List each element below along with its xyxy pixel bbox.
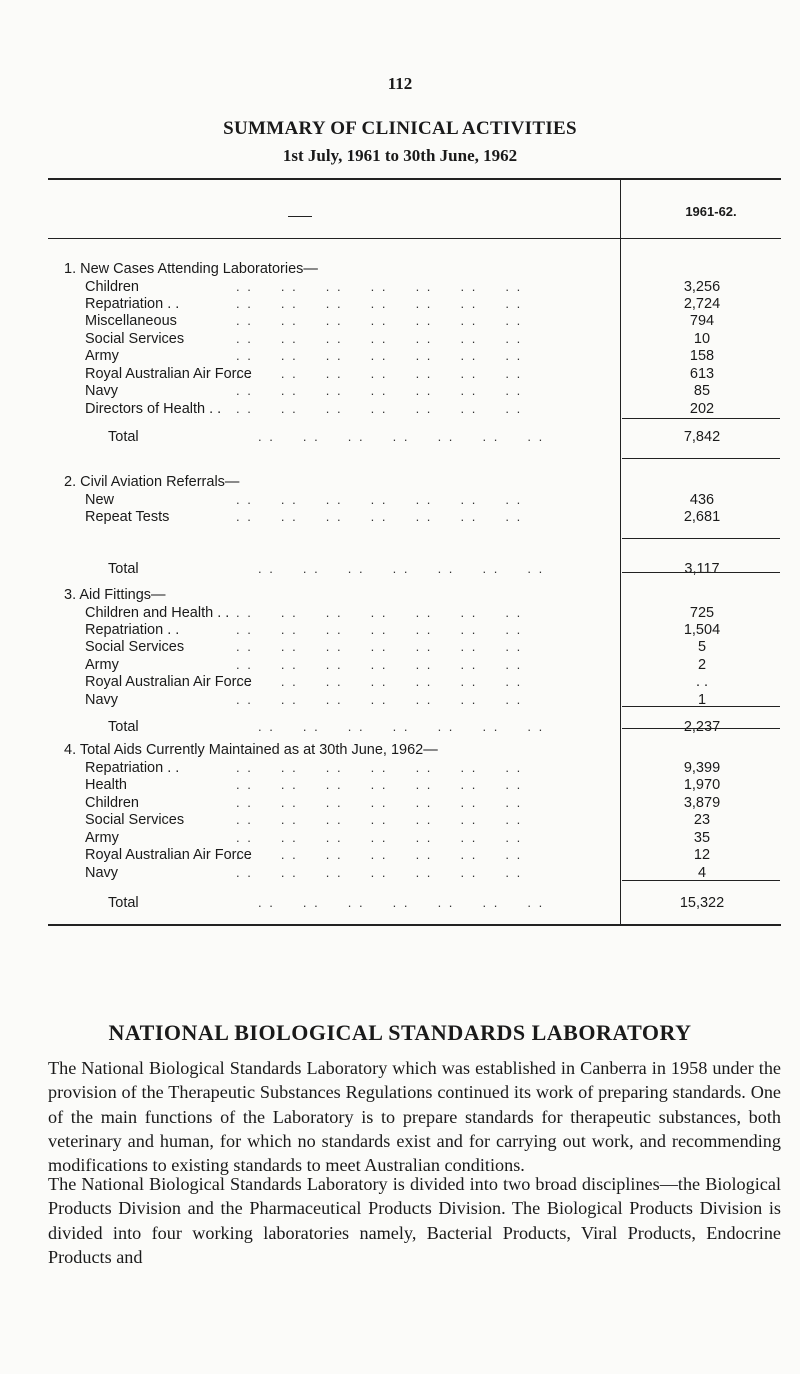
row-value: 23 — [693, 812, 711, 828]
leader-dots: . . . . . . . . . . . . . . — [236, 622, 523, 637]
row-value: 2 — [697, 657, 707, 673]
leader-dots: . . . . . . . . . . . . . . — [236, 509, 523, 524]
row-value: 1 — [697, 692, 707, 708]
row-label: Royal Australian Air Force — [85, 366, 252, 382]
row-label: Miscellaneous — [85, 313, 177, 329]
total-value: 3,117 — [684, 561, 720, 577]
section-heading-row — [0, 741, 800, 759]
leader-dots: . . . . . . . . . . . . . . — [236, 605, 523, 620]
leader-dots: . . . . . . . . . . . . . . — [236, 492, 523, 507]
table-row — [0, 278, 800, 296]
row-label: Children — [85, 279, 139, 295]
table-row — [0, 656, 800, 674]
total-row — [0, 560, 800, 578]
leader-dots: . . . . . . . . . . . . . . — [236, 847, 523, 862]
table-row — [0, 673, 800, 691]
section-heading: 3. Aid Fittings— — [64, 587, 166, 603]
row-value: 3,879 — [683, 795, 721, 811]
row-value: 10 — [693, 331, 711, 347]
leader-dots: . . . . . . . . . . . . . . — [236, 279, 523, 294]
table-row — [0, 347, 800, 365]
leader-dots: . . . . . . . . . . . . . . — [258, 719, 545, 734]
table-row — [0, 295, 800, 313]
table-row — [0, 776, 800, 794]
row-value: 3,256 — [683, 279, 721, 295]
table-row — [0, 330, 800, 348]
row-label: Social Services — [85, 639, 185, 655]
leader-dots: . . . . . . . . . . . . . . — [236, 657, 523, 672]
total-value: 7,842 — [683, 429, 721, 445]
subtotal-rule — [622, 538, 780, 539]
page-number: 112 — [387, 74, 413, 93]
subtotal-rule — [622, 572, 780, 573]
leader-dots: . . . . . . . . . . . . . . — [236, 639, 523, 654]
row-value: 436 — [689, 492, 715, 508]
row-label: Repatriation . . — [85, 296, 180, 312]
subtotal-rule — [622, 458, 780, 459]
leader-dots: . . . . . . . . . . . . . . — [236, 401, 523, 416]
subtotal-rule — [622, 706, 780, 707]
table-row — [0, 508, 800, 526]
row-value: 613 — [689, 366, 715, 382]
table-row — [0, 846, 800, 864]
leader-dots: . . . . . . . . . . . . . . — [236, 296, 523, 311]
leader-dots: . . . . . . . . . . . . . . — [236, 313, 523, 328]
row-label: Royal Australian Air Force — [85, 674, 252, 690]
table-row — [0, 638, 800, 656]
row-value: 158 — [689, 348, 715, 364]
paragraph-2: The National Biological Standards Laboratory is divided into two broad disciplines—the Biological Products Division and the Pharmaceutical Products Division. The Biological Products Division is divided into four working laboratories namely, Bacterial Products, Viral Products, Endocrine Products and — [48, 1174, 781, 1267]
row-value: 1,970 — [683, 777, 721, 793]
row-value: 12 — [693, 847, 711, 863]
header-bottom-rule — [48, 238, 781, 239]
paragraph-1: The National Biological Standards Laboratory which was established in Canberra in 1958 under the provision of the Therapeutic Substances Regulations continued its work of preparing standards. One of the main functions of the Laboratory is to prepare standards for therapeutic substances, both veterinary and human, for which no standards exist and for carrying out work, and recommending modifications to existing standards to meet Australian conditions. — [48, 1058, 781, 1176]
row-value: 2,724 — [683, 296, 721, 312]
row-value: 794 — [689, 313, 715, 329]
table-row — [0, 829, 800, 847]
row-label: Children — [85, 795, 139, 811]
row-label: Navy — [85, 865, 119, 881]
table-row — [0, 382, 800, 400]
table-row — [0, 794, 800, 812]
row-value: 9,399 — [683, 760, 721, 776]
leader-dots: . . . . . . . . . . . . . . — [236, 795, 523, 810]
row-label: Repeat Tests — [85, 509, 170, 525]
row-label: Social Services — [85, 812, 185, 828]
table-title: SUMMARY OF CLINICAL ACTIVITIES — [223, 118, 577, 139]
subtotal-rule — [622, 728, 780, 729]
leader-dots: . . . . . . . . . . . . . . — [236, 760, 523, 775]
table-bottom-rule — [48, 924, 781, 926]
section-title: NATIONAL BIOLOGICAL STANDARDS LABORATORY — [108, 1020, 692, 1045]
row-label: Repatriation . . — [85, 760, 180, 776]
row-value: 85 — [693, 383, 711, 399]
row-label: Directors of Health . . — [85, 401, 222, 417]
row-value: 202 — [689, 401, 715, 417]
subtotal-rule — [622, 880, 780, 881]
table-row — [0, 759, 800, 777]
row-label: Social Services — [85, 331, 185, 347]
row-label: Health — [85, 777, 127, 793]
leader-dots: . . . . . . . . . . . . . . — [236, 865, 523, 880]
section-heading-row — [0, 260, 800, 278]
table-row — [0, 811, 800, 829]
row-value: 725 — [689, 605, 715, 621]
section-heading: 4. Total Aids Currently Maintained as at 30th June, 1962— — [64, 742, 438, 758]
leader-dots: . . . . . . . . . . . . . . — [236, 674, 523, 689]
row-label: Navy — [85, 692, 119, 708]
section-heading-row — [0, 586, 800, 604]
column-header-1961-62: 1961-62. — [685, 204, 737, 219]
row-label: Repatriation . . — [85, 622, 180, 638]
row-label: New — [85, 492, 115, 508]
section-heading-row — [0, 473, 800, 491]
table-row — [0, 621, 800, 639]
table-row — [0, 491, 800, 509]
total-value: 15,322 — [679, 895, 725, 911]
section-heading: 2. Civil Aviation Referrals— — [64, 474, 240, 490]
total-label: Total — [108, 429, 139, 445]
table-row — [0, 312, 800, 330]
leader-dots: . . . . . . . . . . . . . . — [236, 348, 523, 363]
total-row — [0, 894, 800, 912]
total-label: Total — [108, 561, 139, 577]
leader-dots: . . . . . . . . . . . . . . — [236, 366, 523, 381]
row-value: 35 — [693, 830, 711, 846]
row-label: Navy — [85, 383, 119, 399]
row-label: Army — [85, 830, 119, 846]
table-subtitle: 1st July, 1961 to 30th June, 1962 — [282, 146, 518, 165]
leader-dots: . . . . . . . . . . . . . . — [258, 429, 545, 444]
section-heading: 1. New Cases Attending Laboratories— — [64, 261, 318, 277]
table-row — [0, 604, 800, 622]
leader-dots: . . . . . . . . . . . . . . — [236, 692, 523, 707]
row-value: 5 — [697, 639, 707, 655]
leader-dots: . . . . . . . . . . . . . . — [236, 777, 523, 792]
total-row — [0, 428, 800, 446]
leader-dots: . . . . . . . . . . . . . . — [236, 830, 523, 845]
table-row — [0, 365, 800, 383]
header-blank-dash — [288, 216, 312, 217]
row-value: . . — [695, 674, 709, 690]
row-label: Army — [85, 348, 119, 364]
row-value: 4 — [697, 865, 707, 881]
table-row — [0, 400, 800, 418]
leader-dots: . . . . . . . . . . . . . . — [236, 383, 523, 398]
row-value: 2,681 — [683, 509, 721, 525]
table-top-rule — [48, 178, 781, 180]
leader-dots: . . . . . . . . . . . . . . — [236, 812, 523, 827]
row-label: Royal Australian Air Force — [85, 847, 252, 863]
row-label: Children and Health . . — [85, 605, 230, 621]
row-label: Army — [85, 657, 119, 673]
total-row — [0, 718, 800, 736]
total-value: 2,237 — [683, 719, 721, 735]
leader-dots: . . . . . . . . . . . . . . — [258, 561, 545, 576]
total-label: Total — [108, 719, 139, 735]
total-label: Total — [108, 895, 139, 911]
leader-dots: . . . . . . . . . . . . . . — [236, 331, 523, 346]
row-value: 1,504 — [683, 622, 721, 638]
subtotal-rule — [622, 418, 780, 419]
leader-dots: . . . . . . . . . . . . . . — [258, 895, 545, 910]
